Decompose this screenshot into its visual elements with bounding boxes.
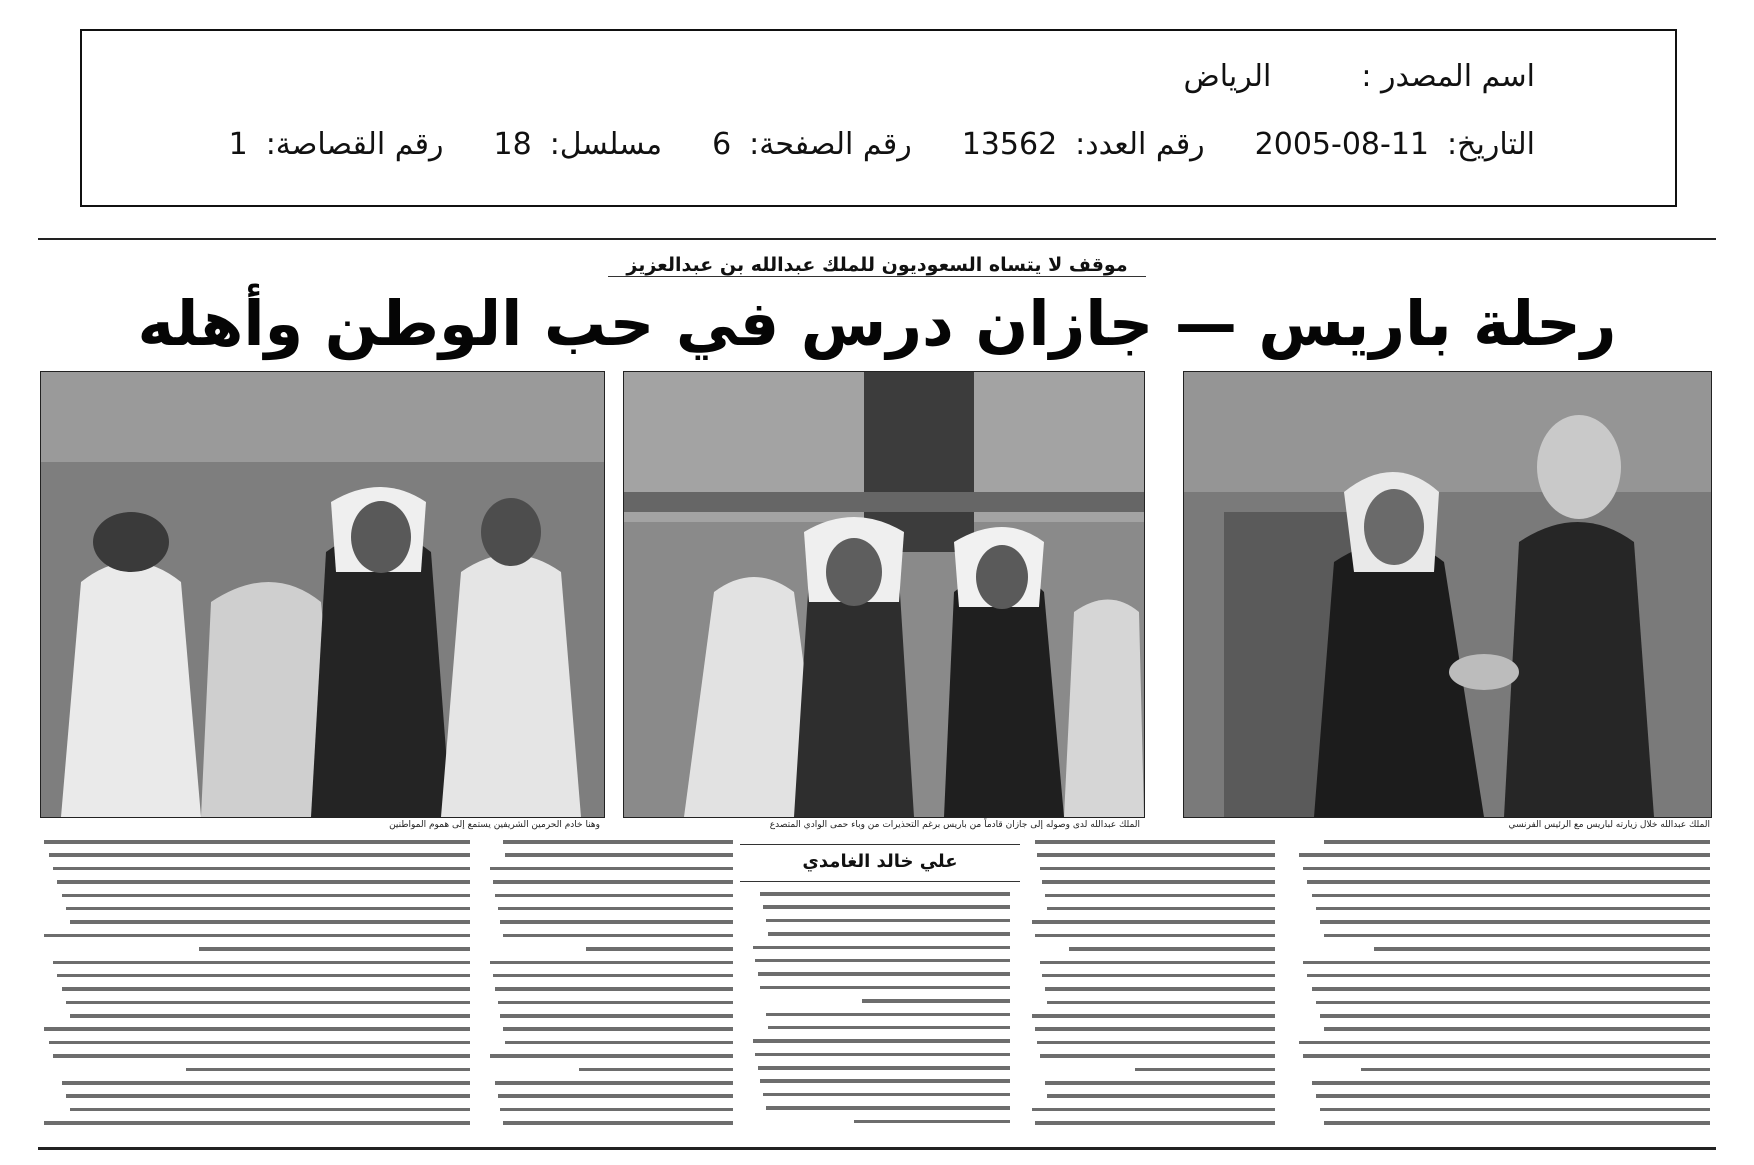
text-line	[498, 1001, 733, 1005]
text-line	[70, 1108, 470, 1112]
article-column-5	[40, 840, 470, 1140]
source-value: الرياض	[1183, 59, 1272, 94]
text-line	[760, 892, 1010, 896]
text-line	[70, 1014, 470, 1018]
text-line	[1320, 920, 1710, 924]
text-line	[498, 907, 733, 911]
text-line	[57, 880, 470, 884]
text-line	[1312, 894, 1710, 898]
text-line	[1312, 987, 1710, 991]
text-line	[186, 1068, 470, 1072]
text-line	[760, 986, 1010, 990]
text-line	[1040, 961, 1275, 965]
text-line	[768, 1026, 1010, 1030]
text-line	[66, 1094, 470, 1098]
text-line	[1324, 840, 1710, 844]
clipping-value: 1	[228, 127, 248, 162]
text-line	[493, 880, 733, 884]
text-line	[1045, 894, 1275, 898]
text-line	[44, 840, 470, 844]
text-line	[495, 987, 733, 991]
issue-label: رقم العدد:	[1075, 127, 1205, 162]
text-line	[1324, 934, 1710, 938]
text-line	[1316, 1094, 1710, 1098]
text-line	[493, 974, 733, 978]
date-value: 2005-08-11	[1254, 127, 1430, 162]
source-line	[1184, 59, 1535, 94]
bottom-rule	[38, 1147, 1716, 1150]
text-line	[1042, 880, 1275, 884]
text-line	[490, 867, 733, 871]
text-line	[586, 947, 733, 951]
text-line	[766, 1106, 1010, 1110]
photo-caption-1: الملك عبدالله خلال زيارته لباريس مع الرئيس الفرنسي	[1508, 820, 1710, 830]
text-line	[44, 934, 470, 938]
clipping-metadata-box	[80, 29, 1677, 207]
text-line	[1069, 947, 1275, 951]
text-line	[53, 961, 470, 965]
text-line	[1042, 974, 1275, 978]
text-line	[505, 853, 733, 857]
text-line	[1316, 907, 1710, 911]
top-rule	[38, 238, 1716, 240]
text-line	[44, 1121, 470, 1125]
text-line	[1320, 1108, 1710, 1112]
text-line	[1047, 1094, 1275, 1098]
page-value: 6	[712, 127, 732, 162]
text-line	[498, 1094, 733, 1098]
article-column-1	[1295, 840, 1710, 1140]
text-line	[1032, 1014, 1275, 1018]
photo-king-with-citizens	[40, 371, 605, 818]
text-line	[758, 1066, 1010, 1070]
text-line	[70, 920, 470, 924]
photo-king-french-president	[1183, 371, 1712, 818]
article-column-2	[1030, 840, 1275, 1140]
text-line	[766, 1013, 1010, 1017]
text-line	[66, 1001, 470, 1005]
text-line	[1320, 1014, 1710, 1018]
publication-details-line	[229, 127, 1535, 162]
text-line	[1032, 920, 1275, 924]
photo-king-french-president-image	[1184, 372, 1711, 817]
text-line	[1299, 1041, 1710, 1045]
text-line	[1324, 1027, 1710, 1031]
text-line	[1303, 867, 1710, 871]
text-line	[44, 1027, 470, 1031]
text-line	[1374, 947, 1710, 951]
source-label: اسم المصدر :	[1361, 59, 1535, 94]
text-line	[760, 1079, 1010, 1083]
text-line	[753, 1039, 1010, 1043]
text-line	[862, 999, 1010, 1003]
text-line	[53, 867, 470, 871]
text-line	[763, 1093, 1010, 1097]
text-line	[503, 840, 733, 844]
text-line	[1045, 1081, 1275, 1085]
text-line	[1037, 1041, 1275, 1045]
photo-arrival-jazan-image	[624, 372, 1144, 817]
text-line	[1035, 840, 1275, 844]
author-byline: علي خالد الغامدي	[740, 844, 1020, 882]
article-column-3	[750, 892, 1010, 1140]
text-line	[62, 894, 471, 898]
photo-king-with-citizens-image	[41, 372, 604, 817]
text-line	[1135, 1068, 1275, 1072]
text-line	[1307, 974, 1710, 978]
text-line	[1035, 1027, 1275, 1031]
clipping-label: رقم القصاصة:	[265, 127, 444, 162]
text-line	[495, 1081, 733, 1085]
article-headline: رحلة باريس — جازان درس في حب الوطن وأهله	[137, 287, 1617, 360]
text-line	[1361, 1068, 1710, 1072]
photo-caption-3: وهنا خادم الحرمين الشريفين يستمع إلى هموم المواطنين	[389, 820, 600, 830]
text-line	[490, 1054, 733, 1058]
text-line	[49, 1041, 470, 1045]
text-line	[768, 932, 1010, 936]
text-line	[199, 947, 470, 951]
photo-arrival-jazan	[623, 371, 1145, 818]
text-line	[1324, 1121, 1710, 1125]
text-line	[62, 1081, 471, 1085]
text-line	[755, 1053, 1010, 1057]
text-line	[1303, 961, 1710, 965]
text-line	[1316, 1001, 1710, 1005]
text-line	[66, 907, 470, 911]
issue-value: 13562	[961, 127, 1058, 162]
page-label: رقم الصفحة:	[749, 127, 912, 162]
text-line	[1040, 867, 1275, 871]
text-line	[1032, 1108, 1275, 1112]
text-line	[500, 920, 733, 924]
text-line	[503, 1121, 733, 1125]
text-line	[503, 934, 733, 938]
text-line	[62, 987, 471, 991]
text-line	[1037, 853, 1275, 857]
text-line	[1040, 1054, 1275, 1058]
text-line	[579, 1068, 733, 1072]
text-line	[854, 1120, 1010, 1124]
text-line	[758, 972, 1010, 976]
text-line	[1299, 853, 1710, 857]
text-line	[49, 853, 470, 857]
text-line	[755, 959, 1010, 963]
article-kicker: موقف لا يتساه السعوديون للملك عبدالله بن عبدالعزيز	[0, 254, 1754, 277]
text-line	[495, 894, 733, 898]
text-line	[1035, 934, 1275, 938]
photo-caption-2: الملك عبدالله لدى وصوله إلى جازان قادماً من باريس برغم التحذيرات من وباء حمى الوادي المتصدع	[769, 820, 1140, 830]
text-line	[1303, 1054, 1710, 1058]
date-label: التاريخ:	[1447, 127, 1535, 162]
text-line	[503, 1027, 733, 1031]
text-line	[505, 1041, 733, 1045]
text-line	[1047, 907, 1275, 911]
text-line	[53, 1054, 470, 1058]
text-line	[490, 961, 733, 965]
text-line	[1047, 1001, 1275, 1005]
text-line	[763, 905, 1010, 909]
text-line	[766, 919, 1010, 923]
text-line	[1045, 987, 1275, 991]
serial-value: 18	[493, 127, 532, 162]
serial-label: مسلسل:	[549, 127, 663, 162]
text-line	[57, 974, 470, 978]
article-column-4	[488, 840, 733, 1140]
text-line	[753, 946, 1010, 950]
text-line	[1035, 1121, 1275, 1125]
text-line	[1307, 880, 1710, 884]
text-line	[500, 1014, 733, 1018]
text-line	[500, 1108, 733, 1112]
text-line	[1312, 1081, 1710, 1085]
